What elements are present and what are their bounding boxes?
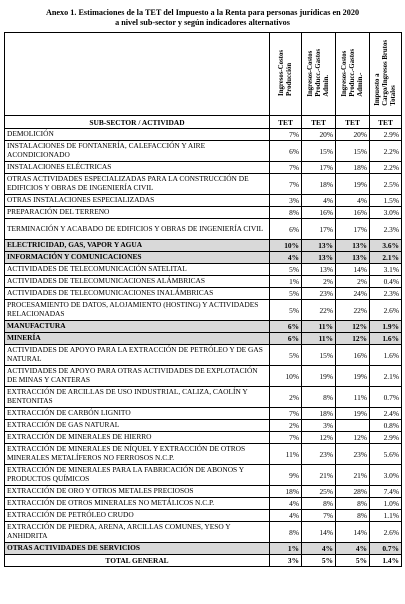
tet-value: 5% <box>270 264 302 276</box>
tet-value: 1% <box>270 543 302 555</box>
sector-label: MANUFACTURA <box>5 321 270 333</box>
activity-label: INSTALACIONES ELÉCTRICAS <box>5 162 270 174</box>
activity-label: EXTRACCIÓN DE MINERALES PARA LA FABRICACIÓN DE ABONOS Y PRODUCTOS QUÍMICOS <box>5 465 270 486</box>
activity-row <box>5 486 402 498</box>
activity-label: PROCESAMIENTO DE DATOS, ALOJAMIENTO (HOSTING) Y ACTIVIDADES RELACIONADAS <box>5 300 270 321</box>
tet-value: 7% <box>270 162 302 174</box>
tet-value: 12% <box>336 321 370 333</box>
tet-value: 1.1% <box>370 510 402 522</box>
activity-row <box>5 510 402 522</box>
sector-label: ELECTRICIDAD, GAS, VAPOR Y AGUA <box>5 240 270 252</box>
activity-label: EXTRACCIÓN DE ARCILLAS DE USO INDUSTRIAL, CALIZA, CAOLÍN Y BENTONITAS <box>5 387 270 408</box>
tet-value: 4% <box>302 543 336 555</box>
activity-label: ACTIVIDADES DE TELECOMUNICACIONES ALÁMBRICAS <box>5 276 270 288</box>
title-line-2: a nivel sub-sector y según indicadores alternativos <box>115 18 290 27</box>
tet-value: 7% <box>270 174 302 195</box>
tet-value: 4% <box>270 498 302 510</box>
activity-label: DEMOLICIÓN <box>5 129 270 141</box>
tet-value: 8% <box>302 498 336 510</box>
sector-row <box>5 543 402 555</box>
activity-column-header: SUB-SECTOR / ACTIVIDAD <box>5 116 270 129</box>
tet-value: 6% <box>270 321 302 333</box>
tet-value: 10% <box>270 366 302 387</box>
sector-label: INFORMACIÓN Y COMUNICACIONES <box>5 252 270 264</box>
tet-value: 20% <box>336 129 370 141</box>
activity-row <box>5 444 402 465</box>
total-row <box>5 555 402 567</box>
sector-label: MINERÍA <box>5 333 270 345</box>
tet-value: 1.5% <box>370 195 402 207</box>
activity-row <box>5 276 402 288</box>
tet-value: 2.5% <box>370 174 402 195</box>
tet-value: 3.0% <box>370 207 402 219</box>
tet-value: 3% <box>270 195 302 207</box>
tet-value: 5% <box>270 345 302 366</box>
activity-label: EXTRACCIÓN DE MINERALES DE HIERRO <box>5 432 270 444</box>
tet-value: 0.4% <box>370 276 402 288</box>
tet-value: 7.4% <box>370 486 402 498</box>
tet-value: 18% <box>270 486 302 498</box>
sector-row <box>5 333 402 345</box>
tet-value: 3% <box>302 420 336 432</box>
activity-row <box>5 432 402 444</box>
sector-label: OTRAS ACTIVIDADES DE SERVICIOS <box>5 543 270 555</box>
activity-row <box>5 129 402 141</box>
tet-value: 2.3% <box>370 219 402 240</box>
tet-value: 2% <box>270 420 302 432</box>
tet-value: 10% <box>270 240 302 252</box>
activity-row <box>5 288 402 300</box>
total-label: TOTAL GENERAL <box>5 555 270 567</box>
tet-value: 15% <box>302 345 336 366</box>
tet-value: 14% <box>336 264 370 276</box>
tet-value: 11% <box>302 321 336 333</box>
tet-value: 11% <box>336 387 370 408</box>
column-header-row <box>5 116 402 129</box>
tet-value: 14% <box>302 522 336 543</box>
tet-value: 6% <box>270 141 302 162</box>
document-title <box>0 8 405 28</box>
sector-row <box>5 321 402 333</box>
tet-value: 2.1% <box>370 252 402 264</box>
tet-value: 0.8% <box>370 420 402 432</box>
activity-label: ACTIVIDADES DE APOYO PARA LA EXTRACCIÓN DE PETRÓLEO Y DE GAS NATURAL <box>5 345 270 366</box>
total-value: 3% <box>270 555 302 567</box>
tet-value: 13% <box>302 264 336 276</box>
activity-row <box>5 300 402 321</box>
tet-value: 12% <box>336 333 370 345</box>
activity-row <box>5 162 402 174</box>
tet-value: 0.7% <box>370 543 402 555</box>
tet-value: 22% <box>336 300 370 321</box>
tet-column-header: TET <box>370 116 402 129</box>
sector-row <box>5 252 402 264</box>
tet-value: 4% <box>270 252 302 264</box>
indicator-header-row <box>5 33 402 116</box>
activity-label: EXTRACCIÓN DE OTROS MINERALES NO METÁLICOS N.C.P. <box>5 498 270 510</box>
tet-value: 15% <box>302 141 336 162</box>
title-line-1: Anexo 1. Estimaciones de la TET del Impuesto a la Renta para personas jurídicas en 2020 <box>45 8 360 17</box>
tet-value: 4% <box>336 543 370 555</box>
tet-value: 14% <box>336 522 370 543</box>
total-value: 1.4% <box>370 555 402 567</box>
tet-value: 11% <box>270 444 302 465</box>
tet-value: 2.6% <box>370 522 402 543</box>
activity-row <box>5 264 402 276</box>
activity-label: EXTRACCIÓN DE PETRÓLEO CRUDO <box>5 510 270 522</box>
tet-value: 1.9% <box>370 321 402 333</box>
tet-value: 19% <box>302 366 336 387</box>
tet-value: 8% <box>302 387 336 408</box>
sector-row <box>5 240 402 252</box>
activity-row <box>5 345 402 366</box>
tet-value: 17% <box>336 219 370 240</box>
tet-value: 1.6% <box>370 333 402 345</box>
tet-value: 18% <box>336 162 370 174</box>
tet-value: 13% <box>302 240 336 252</box>
tet-value: 20% <box>302 129 336 141</box>
tet-value: 24% <box>336 288 370 300</box>
tet-value: 2% <box>270 387 302 408</box>
tet-value: 8% <box>270 522 302 543</box>
activity-row <box>5 498 402 510</box>
activity-row <box>5 207 402 219</box>
activity-row <box>5 219 402 240</box>
total-value: 5% <box>336 555 370 567</box>
activity-row <box>5 174 402 195</box>
tet-value: 2.3% <box>370 288 402 300</box>
tet-value: 1.0% <box>370 498 402 510</box>
tet-value: 22% <box>302 300 336 321</box>
activity-row <box>5 408 402 420</box>
tet-value: 19% <box>336 174 370 195</box>
indicator-header: Impuesto a Cargo/Ingresos Brutos Totales <box>370 33 402 116</box>
activity-label: ACTIVIDADES DE TELECOMUNICACIÓN SATELITAL <box>5 264 270 276</box>
tet-value: 16% <box>336 207 370 219</box>
activity-row <box>5 465 402 486</box>
tet-value: 25% <box>302 486 336 498</box>
tet-value: 21% <box>302 465 336 486</box>
tet-value: 2.6% <box>370 300 402 321</box>
tet-value: 8% <box>336 510 370 522</box>
tet-value: 2.9% <box>370 432 402 444</box>
activity-row <box>5 387 402 408</box>
tet-value: 2.2% <box>370 162 402 174</box>
tet-value: 16% <box>336 345 370 366</box>
tet-value: 12% <box>336 432 370 444</box>
tet-value: 6% <box>270 219 302 240</box>
tet-value: 23% <box>302 444 336 465</box>
activity-label: PREPARACIÓN DEL TERRENO <box>5 207 270 219</box>
tet-value: 13% <box>336 240 370 252</box>
tet-value: 3.0% <box>370 465 402 486</box>
table-body <box>5 129 402 555</box>
tet-column-header: TET <box>336 116 370 129</box>
activity-row <box>5 141 402 162</box>
tet-value: 6% <box>270 333 302 345</box>
tet-value: 17% <box>302 219 336 240</box>
activity-label: EXTRACCIÓN DE ORO Y OTROS METALES PRECIOSOS <box>5 486 270 498</box>
tet-value: 0.7% <box>370 387 402 408</box>
activity-label: INSTALACIONES DE FONTANERÍA, CALEFACCIÓN Y AIRE ACONDICIONADO <box>5 141 270 162</box>
tet-value: 2.4% <box>370 408 402 420</box>
activity-row <box>5 522 402 543</box>
activity-row <box>5 366 402 387</box>
tet-value: 7% <box>302 510 336 522</box>
tet-value: 3.1% <box>370 264 402 276</box>
tet-value: 8% <box>270 207 302 219</box>
tet-value: 4% <box>302 195 336 207</box>
tet-value: 19% <box>336 408 370 420</box>
tet-value: 5% <box>270 300 302 321</box>
tet-value: 9% <box>270 465 302 486</box>
tet-value: 21% <box>336 465 370 486</box>
activity-label: EXTRACCIÓN DE PIEDRA, ARENA, ARCILLAS COMUNES, YESO Y ANHIDRITA <box>5 522 270 543</box>
tet-table <box>4 32 402 567</box>
tet-column-header: TET <box>302 116 336 129</box>
header-empty-cell <box>5 33 270 116</box>
tet-value: 8% <box>336 498 370 510</box>
tet-value: 5.6% <box>370 444 402 465</box>
tet-value: 2.9% <box>370 129 402 141</box>
activity-label: ACTIVIDADES DE APOYO PARA OTRAS ACTIVIDADES DE EXPLOTACIÓN DE MINAS Y CANTERAS <box>5 366 270 387</box>
tet-value: 15% <box>336 141 370 162</box>
activity-label: TERMINACIÓN Y ACABADO DE EDIFICIOS Y OBRAS DE INGENIERÍA CIVIL <box>5 219 270 240</box>
activity-label: EXTRACCIÓN DE GAS NATURAL <box>5 420 270 432</box>
tet-value: 1.6% <box>370 345 402 366</box>
activity-row <box>5 195 402 207</box>
tet-value: 2% <box>302 276 336 288</box>
activity-label: OTRAS ACTIVIDADES ESPECIALIZADAS PARA LA CONSTRUCCIÓN DE EDIFICIOS Y OBRAS DE INGENIERÍA CIVIL <box>5 174 270 195</box>
indicator-header: Ingresos-Costos Producc.-Gastos Admin.- <box>336 33 370 116</box>
tet-value: 23% <box>336 444 370 465</box>
tet-value: 2.2% <box>370 141 402 162</box>
tet-value: 28% <box>336 486 370 498</box>
tet-value: 7% <box>270 432 302 444</box>
tet-value: 2% <box>336 276 370 288</box>
tet-value: 4% <box>270 510 302 522</box>
tet-value: 2.1% <box>370 366 402 387</box>
tet-value: 12% <box>302 432 336 444</box>
activity-label: EXTRACCIÓN DE CARBÓN LIGNITO <box>5 408 270 420</box>
tet-value: 4% <box>336 195 370 207</box>
activity-label: EXTRACCIÓN DE MINERALES DE NÍQUEL Y EXTRACCIÓN DE OTROS MINERALES METALÍFEROS NO FERROSOS N.C.P. <box>5 444 270 465</box>
tet-value: 3.6% <box>370 240 402 252</box>
tet-value: 13% <box>302 252 336 264</box>
tet-value: 5% <box>270 288 302 300</box>
tet-value: 19% <box>336 366 370 387</box>
indicator-header: Ingresos-Costos Producc.-Gastos Admin. <box>302 33 336 116</box>
tet-value: 16% <box>302 207 336 219</box>
tet-column-header: TET <box>270 116 302 129</box>
tet-value: 18% <box>302 174 336 195</box>
activity-row <box>5 420 402 432</box>
activity-label: ACTIVIDADES DE TELECOMUNICACIONES INALÁMBRICAS <box>5 288 270 300</box>
tet-value: 17% <box>302 162 336 174</box>
tet-value: 11% <box>302 333 336 345</box>
activity-label: OTRAS INSTALACIONES ESPECIALIZADAS <box>5 195 270 207</box>
tet-value: 7% <box>270 408 302 420</box>
tet-value <box>336 420 370 432</box>
tet-value: 18% <box>302 408 336 420</box>
tet-value: 1% <box>270 276 302 288</box>
tet-value: 13% <box>336 252 370 264</box>
tet-value: 7% <box>270 129 302 141</box>
indicator-header: Ingresos-Costos Producción <box>270 33 302 116</box>
tet-value: 23% <box>302 288 336 300</box>
total-value: 5% <box>302 555 336 567</box>
